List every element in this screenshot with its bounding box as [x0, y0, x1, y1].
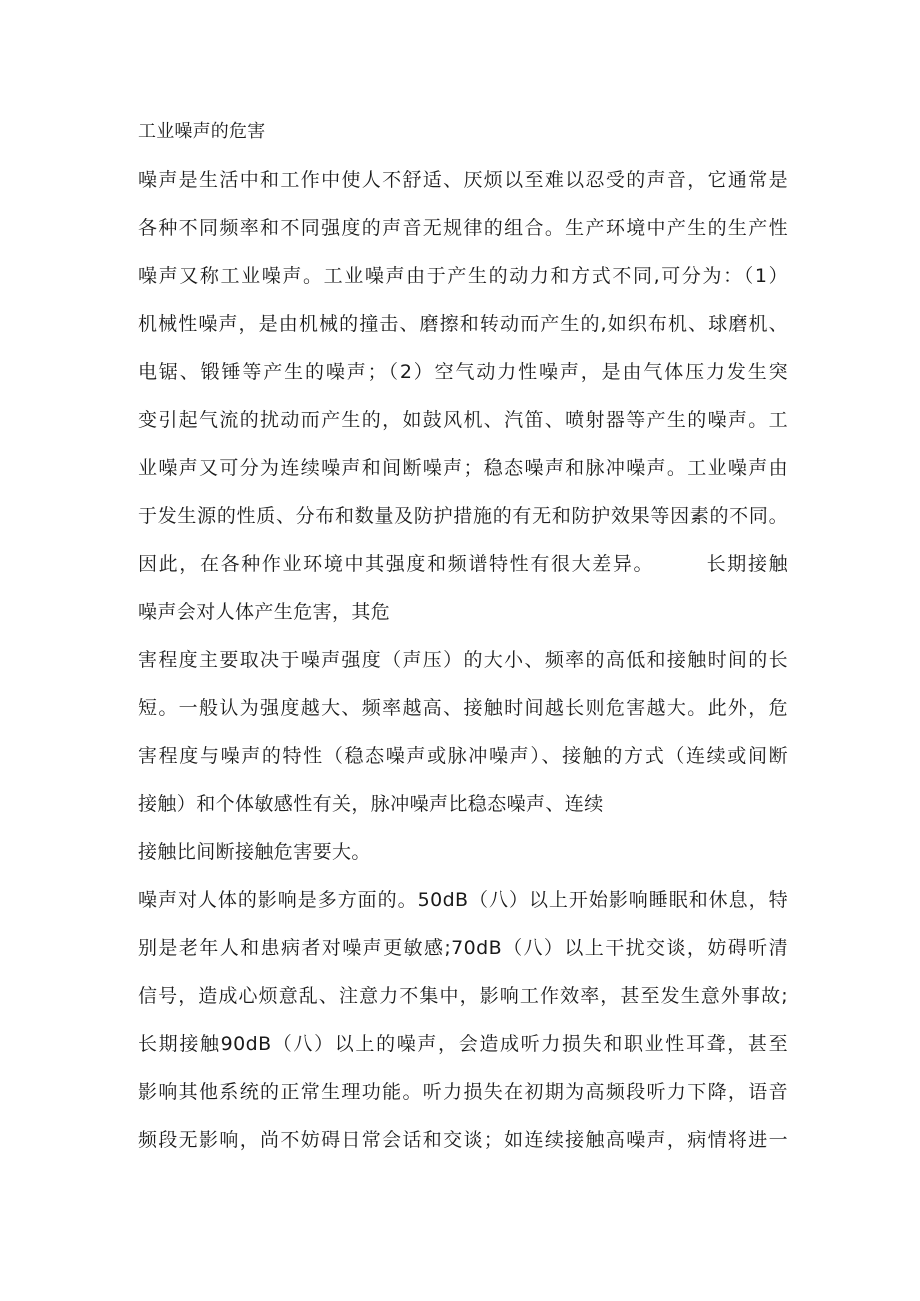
text-line-14: 接触）和个体敏感性有关，脉冲噪声比稳态噪声、连续 [138, 793, 604, 815]
text-line-2: 各种不同频率和不同强度的声音无规律的组合。生产环境中产生的生产性 [138, 217, 788, 239]
text-line-13: 害程度与噪声的特性（稳态噪声或脉冲噪声）、接触的方式（连续或间断 [138, 745, 788, 767]
text-line-8: 于发生源的性质、分布和数量及防护措施的有无和防护效果等因素的不同。 [138, 505, 788, 527]
text-line-20: 影响其他系统的正常生理功能。听力损失在初期为高频段听力下降，语音 [138, 1081, 788, 1103]
document-title: 工业噪声的危害 [138, 121, 266, 142]
text-line-11: 害程度主要取决于噪声强度（声压）的大小、频率的高低和接触时间的长 [138, 649, 788, 671]
text-line-17: 别是老年人和患病者对噪声更敏感;70dB（八）以上干扰交谈，妨碍听清 [138, 937, 788, 959]
text-line-19: 长期接触90dB（八）以上的噪声，会造成听力损失和职业性耳聋，甚至 [138, 1033, 788, 1055]
text-line-5: 电锯、锻锤等产生的噪声；（2）空气动力性噪声，是由气体压力发生突 [138, 361, 788, 383]
text-line-21: 频段无影响，尚不妨碍日常会话和交谈；如连续接触高噪声，病情将进一 [138, 1129, 788, 1151]
text-line-18: 信号，造成心烦意乱、注意力不集中，影响工作效率，甚至发生意外事故; [138, 985, 788, 1007]
text-line-15: 接触比间断接触危害要大。 [138, 841, 371, 863]
text-line-6: 变引起气流的扰动而产生的，如鼓风机、汽笛、喷射器等产生的噪声。工 [138, 409, 788, 431]
text-line-9: 因此，在各种作业环境中其强度和频谱特性有很大差异。 长期接触 [138, 553, 788, 575]
text-line-3: 噪声又称工业噪声。工业噪声由于产生的动力和方式不同,可分为：（1） [138, 265, 788, 287]
text-line-1: 噪声是生活中和工作中使人不舒适、厌烦以至难以忍受的声音，它通常是 [138, 169, 788, 191]
text-line-16: 噪声对人体的影响是多方面的。50dB（八）以上开始影响睡眠和休息，特 [138, 889, 788, 911]
text-line-7: 业噪声又可分为连续噪声和间断噪声；稳态噪声和脉冲噪声。工业噪声由 [138, 457, 788, 479]
text-line-4: 机械性噪声，是由机械的撞击、磨擦和转动而产生的,如织布机、球磨机、 [138, 313, 788, 335]
text-line-12: 短。一般认为强度越大、频率越高、接触时间越长则危害越大。此外，危 [138, 697, 788, 719]
text-line-10: 噪声会对人体产生危害，其危 [138, 601, 391, 623]
